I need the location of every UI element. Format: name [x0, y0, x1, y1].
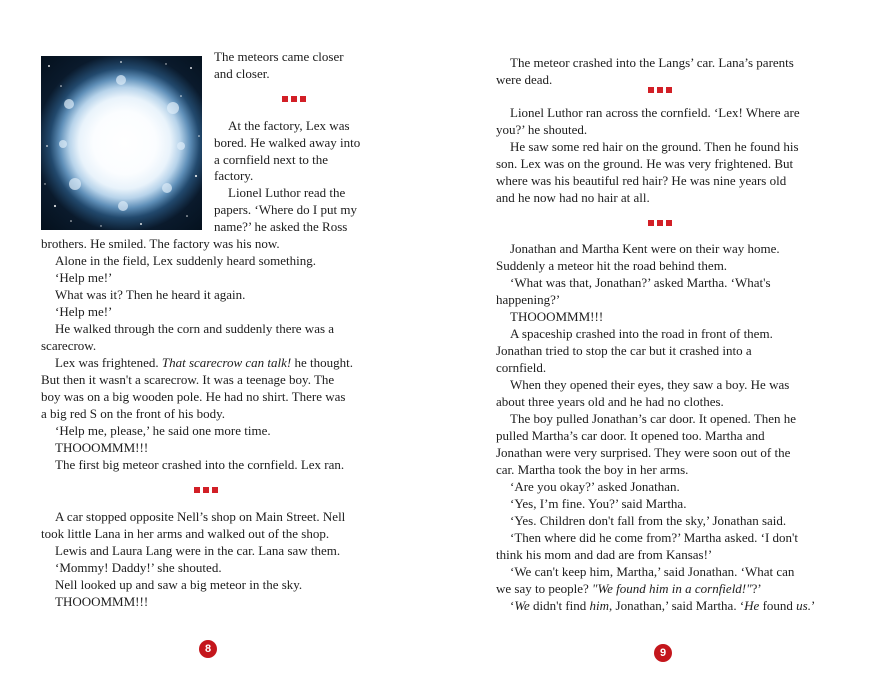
- text-line: The boy pulled Jonathan’s car door. It opened. Then he: [510, 411, 797, 426]
- text-line: bored. He walked away into: [214, 135, 361, 150]
- text-line: son. Lex was on the ground. He was very frightened. But: [496, 156, 794, 171]
- text-run: ’: [810, 598, 816, 613]
- italic-text-run: He: [744, 598, 760, 613]
- text-line: When they opened their eyes, they saw a boy. He was: [510, 377, 790, 392]
- text-run: we say to people?: [496, 581, 589, 596]
- page-number: 9: [654, 644, 672, 662]
- text-line: car. Martha took the boy in her arms.: [496, 462, 689, 477]
- italic-text-run: him: [589, 598, 610, 613]
- text-line: What was it? Then he heard it again.: [55, 287, 246, 302]
- text-line: Lionel Luthor ran across the cornfield. ‘Lex! Where are: [510, 105, 800, 120]
- text-line: ‘Help me!’: [55, 270, 113, 285]
- text-line: ‘What was that, Jonathan?’ asked Martha. ‘What's: [510, 275, 771, 290]
- text-line: ‘Help me!’: [55, 304, 113, 319]
- text-line: Jonathan and Martha Kent were on their way home.: [510, 241, 780, 256]
- text-line: [510, 597, 815, 614]
- text-line: A car stopped opposite Nell’s shop on Main Street. Nell: [55, 509, 346, 524]
- text-line: brothers. He smiled. The factory was his now.: [41, 236, 280, 251]
- text-run: Lex was frightened.: [55, 355, 159, 370]
- text-line: factory.: [214, 168, 254, 183]
- text-line: A spaceship crashed into the road in front of them.: [510, 326, 773, 341]
- text-run: he thought.: [294, 355, 353, 370]
- text-line: ‘Mommy! Daddy!’ she shouted.: [55, 560, 222, 575]
- section-divider: [648, 220, 672, 226]
- text-line: a cornfield next to the: [214, 152, 329, 167]
- text-run: didn't find: [529, 598, 587, 613]
- text-line: Lewis and Laura Lang were in the car. Lana saw them.: [55, 543, 341, 558]
- text-line: Alone in the field, Lex suddenly heard something.: [55, 253, 317, 268]
- text-line: cornfield.: [496, 360, 547, 375]
- meteor-illustration: [41, 56, 202, 230]
- text-line: He saw some red hair on the ground. Then he found his: [510, 139, 799, 154]
- text-line: Suddenly a meteor hit the road behind them.: [496, 258, 728, 273]
- section-divider: [648, 87, 672, 93]
- text-line: think his mom and dad are from Kansas!’: [496, 547, 713, 562]
- text-line: name?’ he asked the Ross: [214, 219, 348, 234]
- text-line: were dead.: [496, 72, 553, 87]
- section-divider: [282, 96, 306, 102]
- text-line: happening?’: [496, 292, 561, 307]
- text-line: took little Lana in her arms and walked out of the shop.: [41, 526, 330, 541]
- text-line: scarecrow.: [41, 338, 97, 353]
- text-line: The meteor crashed into the Langs’ car. Lana’s parents: [510, 55, 794, 70]
- text-line: boy was on a big wooden pole. He had no shirt. There was: [41, 389, 346, 404]
- text-line: and closer.: [214, 66, 270, 81]
- text-line: ‘Are you okay?’ asked Jonathan.: [510, 479, 680, 494]
- text-line: [496, 580, 762, 597]
- text-line: Nell looked up and saw a big meteor in the sky.: [55, 577, 303, 592]
- text-line: where was his beautiful red hair? He was nine years old: [496, 173, 787, 188]
- italic-text-run: We: [514, 598, 530, 613]
- text-line: [55, 354, 353, 371]
- text-line: THOOOMMM!!!: [55, 440, 149, 455]
- text-line: ‘Yes. Children don't fall from the sky,’ Jonathan said.: [510, 513, 787, 528]
- text-line: THOOOMMM!!!: [55, 594, 149, 609]
- text-line: At the factory, Lex was: [228, 118, 350, 133]
- text-line: The first big meteor crashed into the cornfield. Lex ran.: [55, 457, 345, 472]
- text-line: ‘We can't keep him, Martha,’ said Jonathan. ‘What can: [510, 564, 795, 579]
- text-line: ‘Then where did he come from?’ Martha asked. ‘I don't: [510, 530, 798, 545]
- text-line: pulled Martha’s car door. It opened too. Martha and: [496, 428, 765, 443]
- text-run: ‘: [510, 598, 515, 613]
- text-line: papers. ‘Where do I put my: [214, 202, 357, 217]
- page-number: 8: [199, 640, 217, 658]
- text-line: a big red S on the front of his body.: [41, 406, 226, 421]
- text-line: Lionel Luthor read the: [228, 185, 346, 200]
- italic-text-run: That scarecrow can talk!: [161, 355, 292, 370]
- text-line: ‘Yes, I’m fine. You?’ said Martha.: [510, 496, 687, 511]
- text-line: The meteors came closer: [214, 49, 344, 64]
- text-line: you?’ he shouted.: [496, 122, 588, 137]
- text-line: Jonathan tried to stop the car but it crashed into a: [496, 343, 752, 358]
- text-line: But then it wasn't a scarecrow. It was a teenage boy. The: [41, 372, 335, 387]
- text-line: ‘Help me, please,’ he said one more time.: [55, 423, 271, 438]
- text-line: THOOOMMM!!!: [510, 309, 604, 324]
- section-divider: [194, 487, 218, 493]
- text-line: Jonathan were very surprised. They were soon out of the: [496, 445, 791, 460]
- text-line: and he now had no hair at all.: [496, 190, 650, 205]
- text-line: He walked through the corn and suddenly there was a: [55, 321, 335, 336]
- italic-text-run: "We found him in a cornfield!": [592, 581, 752, 596]
- text-run: , Jonathan,’ said Martha. ‘: [609, 598, 745, 613]
- text-line: about three years old and he had no clothes.: [496, 394, 724, 409]
- italic-text-run: us.: [796, 598, 811, 613]
- right-page: [435, 0, 870, 680]
- text-run: ?’: [751, 581, 762, 596]
- text-run: found: [759, 598, 793, 613]
